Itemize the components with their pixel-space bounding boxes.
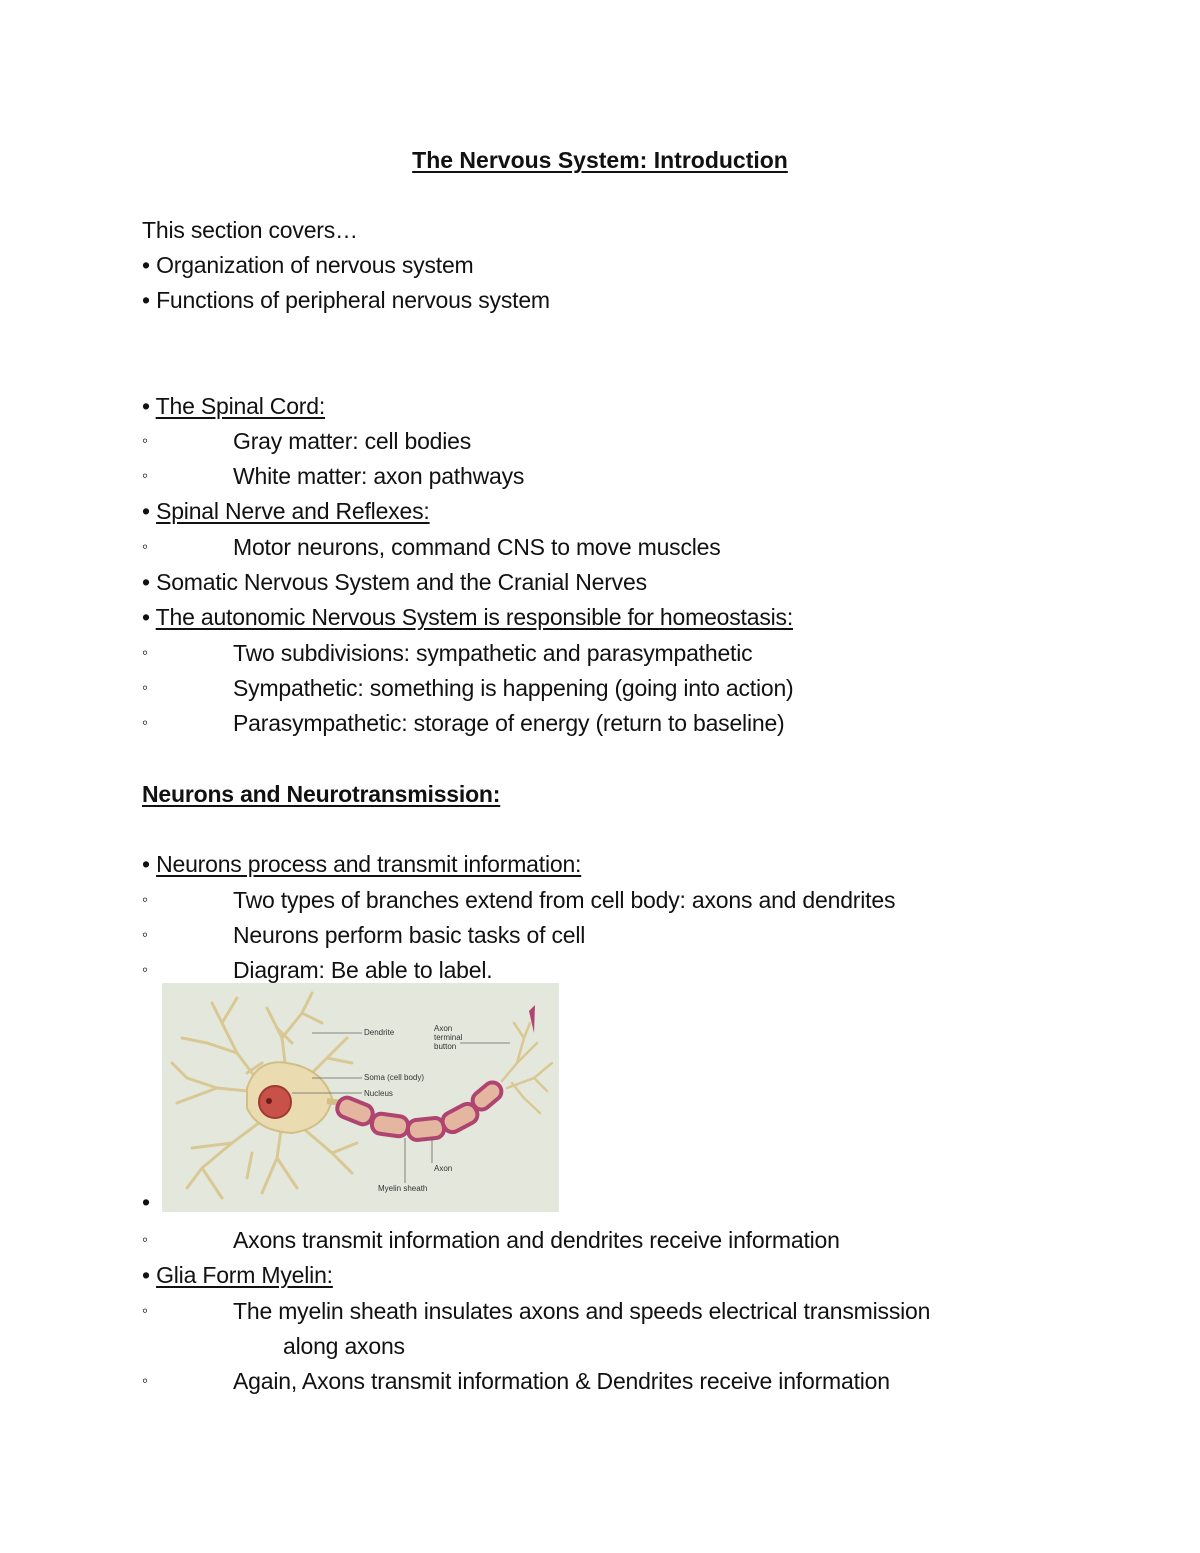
sub-bullet: ◦ <box>142 537 148 556</box>
heading-text: The autonomic Nervous System is responsible for homeostasis: <box>155 604 794 630</box>
list-item-text: White matter: axon pathways <box>233 463 525 489</box>
bullet: • <box>142 393 150 419</box>
heading-text: Glia Form Myelin: <box>156 1262 333 1288</box>
bullet: • <box>142 498 150 524</box>
heading-text: Neurons process and transmit information: <box>156 851 582 877</box>
empty-bullet <box>142 1187 150 1217</box>
intro-lead: This section covers… <box>142 217 358 243</box>
list-item-text: Gray matter: cell bodies <box>233 428 472 454</box>
myelin-segments <box>335 1079 505 1141</box>
sub-bullet: ◦ <box>142 713 148 732</box>
label-soma: Soma (cell body) <box>364 1073 425 1082</box>
label-myelin-sheath: Myelin sheath <box>378 1184 428 1193</box>
list-item-text: Parasympathetic: storage of energy (return to baseline) <box>233 710 785 736</box>
axon-terminals <box>502 1023 552 1113</box>
autonomic-heading <box>142 602 793 632</box>
sub-bullet: ◦ <box>142 1230 148 1249</box>
list-item-text: Diagram: Be able to label. <box>233 957 493 983</box>
list-item-text: Sympathetic: something is happening (going into action) <box>233 675 794 701</box>
nucleolus-shape <box>266 1098 272 1104</box>
list-item-text: Two subdivisions: sympathetic and parasympathetic <box>233 640 753 666</box>
bullet: • <box>142 569 150 595</box>
intro-item <box>142 285 550 315</box>
label-dendrite: Dendrite <box>364 1028 395 1037</box>
list-item-continuation: along axons <box>283 1333 405 1359</box>
label-axon: Axon <box>434 1164 453 1173</box>
neurons-section-heading <box>142 779 500 809</box>
neuron-diagram <box>162 983 559 1212</box>
neuron-svg <box>162 983 559 1212</box>
somatic-text: Somatic Nervous System and the Cranial Nerves <box>156 569 647 595</box>
sub-bullet: ◦ <box>142 466 148 485</box>
label-axon-terminal-2: terminal <box>434 1033 463 1042</box>
sub-bullet: ◦ <box>142 960 148 979</box>
heading-text: Neurons and Neurotransmission: <box>142 781 501 807</box>
neurons-process-heading <box>142 849 581 879</box>
list-item-text: Motor neurons, command CNS to move muscles <box>233 534 721 560</box>
axon-terminal-button <box>529 1005 535 1033</box>
sub-bullet: ◦ <box>142 925 148 944</box>
nucleus-shape <box>259 1086 291 1118</box>
bullet: • <box>142 287 150 313</box>
list-item-text: The myelin sheath insulates axons and speeds electrical transmission <box>233 1298 931 1324</box>
label-axon-terminal-1: Axon <box>434 1024 453 1033</box>
bullet: • <box>142 1189 150 1215</box>
bullet: • <box>142 604 150 630</box>
sub-bullet: ◦ <box>142 1371 148 1390</box>
bullet: • <box>142 252 150 278</box>
sub-bullet: ◦ <box>142 643 148 662</box>
document-title <box>0 145 1200 175</box>
heading-text: The Spinal Cord: <box>155 393 326 419</box>
label-nucleus: Nucleus <box>364 1089 393 1098</box>
heading-text: Spinal Nerve and Reflexes: <box>156 498 430 524</box>
bullet: • <box>142 851 150 877</box>
sub-bullet: ◦ <box>142 890 148 909</box>
spinal-cord-heading <box>142 391 325 421</box>
bullet: • <box>142 1262 150 1288</box>
list-item-text: Again, Axons transmit information & Dendrites receive information <box>233 1368 890 1394</box>
list-item-text: Neurons perform basic tasks of cell <box>233 922 586 948</box>
sub-bullet: ◦ <box>142 431 148 450</box>
intro-item-text: Functions of peripheral nervous system <box>156 287 550 313</box>
glia-heading <box>142 1260 333 1290</box>
sub-bullet: ◦ <box>142 1301 148 1320</box>
spinal-nerve-heading <box>142 496 430 526</box>
list-item-text: Two types of branches extend from cell body: axons and dendrites <box>233 887 896 913</box>
label-axon-terminal-3: button <box>434 1042 457 1051</box>
intro-item <box>142 250 474 280</box>
title-text: The Nervous System: Introduction <box>412 147 788 173</box>
intro-item-text: Organization of nervous system <box>156 252 474 278</box>
sub-bullet: ◦ <box>142 678 148 697</box>
list-item-text: Axons transmit information and dendrites receive information <box>233 1227 840 1253</box>
somatic-item <box>142 567 647 597</box>
